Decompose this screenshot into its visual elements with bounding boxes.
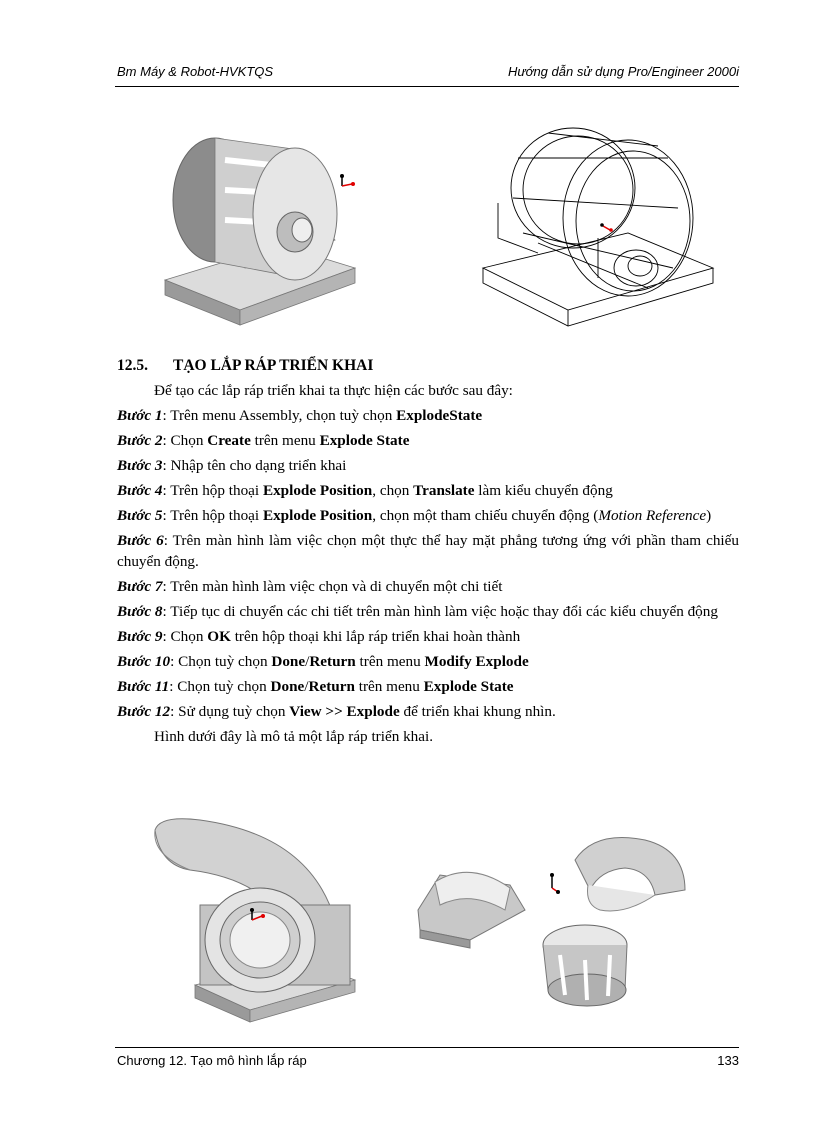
header-rule — [115, 86, 739, 87]
page-header — [117, 64, 739, 84]
step-4: Bước 4: Trên hộp thoại Explode Position, chọn Translate làm kiểu chuyển động — [117, 482, 613, 499]
assembly-shaded-figure — [150, 120, 370, 330]
header-right: Hướng dẫn sử dụng Pro/Engineer 2000i — [507, 64, 739, 79]
section-number: 12.5. — [117, 357, 148, 374]
page-number: 133 — [717, 1053, 739, 1068]
section-heading — [117, 355, 739, 376]
intro-paragraph: Để tạo các lắp ráp triển khai ta thực hiện các bước sau đây: — [154, 382, 513, 399]
step-12: Bước 12: Sử dụng tuỳ chọn View >> Explode để triển khai khung nhìn. — [117, 703, 556, 720]
step-1: Bước 1: Trên menu Assembly, chọn tuỳ chọn ExplodeState — [117, 407, 483, 424]
step-10: Bước 10: Chọn tuỳ chọn Done/Return trên menu Modify Explode — [117, 653, 529, 670]
footer-left: Chương 12. Tạo mô hình lắp ráp — [117, 1053, 307, 1068]
document-body — [117, 355, 739, 747]
step-3: Bước 3: Nhập tên cho dạng triển khai — [117, 457, 347, 474]
header-left: Bm Máy & Robot-HVKTQS — [117, 64, 274, 79]
step-2: Bước 2: Chọn Create trên menu Explode State — [117, 432, 410, 449]
figure-caption: Hình dưới đây là mô tả một lắp ráp triển khai. — [154, 728, 434, 745]
assembly-wireframe-figure — [478, 118, 723, 338]
step-8: Bước 8: Tiếp tục di chuyển các chi tiết trên màn hình làm việc hoặc thay đổi các kiểu chuyển động — [117, 603, 718, 620]
step-11: Bước 11: Chọn tuỳ chọn Done/Return trên menu Explode State — [117, 678, 514, 695]
section-title: TẠO LẮP RÁP TRIỂN KHAI — [173, 357, 374, 374]
page-footer — [117, 1053, 739, 1068]
footer-rule — [115, 1047, 739, 1048]
blower-assembled-figure — [140, 810, 365, 1025]
step-9: Bước 9: Chọn OK trên hộp thoại khi lắp ráp triển khai hoàn thành — [117, 628, 521, 645]
step-6: Bước 6: Trên màn hình làm việc chọn một thực thể hay mặt phẳng tương ứng với phần tham chiếu chuyển động. — [117, 532, 739, 570]
step-7: Bước 7: Trên màn hình làm việc chọn và di chuyển một chi tiết — [117, 578, 503, 595]
step-5: Bước 5: Trên hộp thoại Explode Position, chọn một tham chiếu chuyển động (Motion Reference) — [117, 507, 712, 524]
blower-exploded-figure — [410, 830, 700, 1025]
